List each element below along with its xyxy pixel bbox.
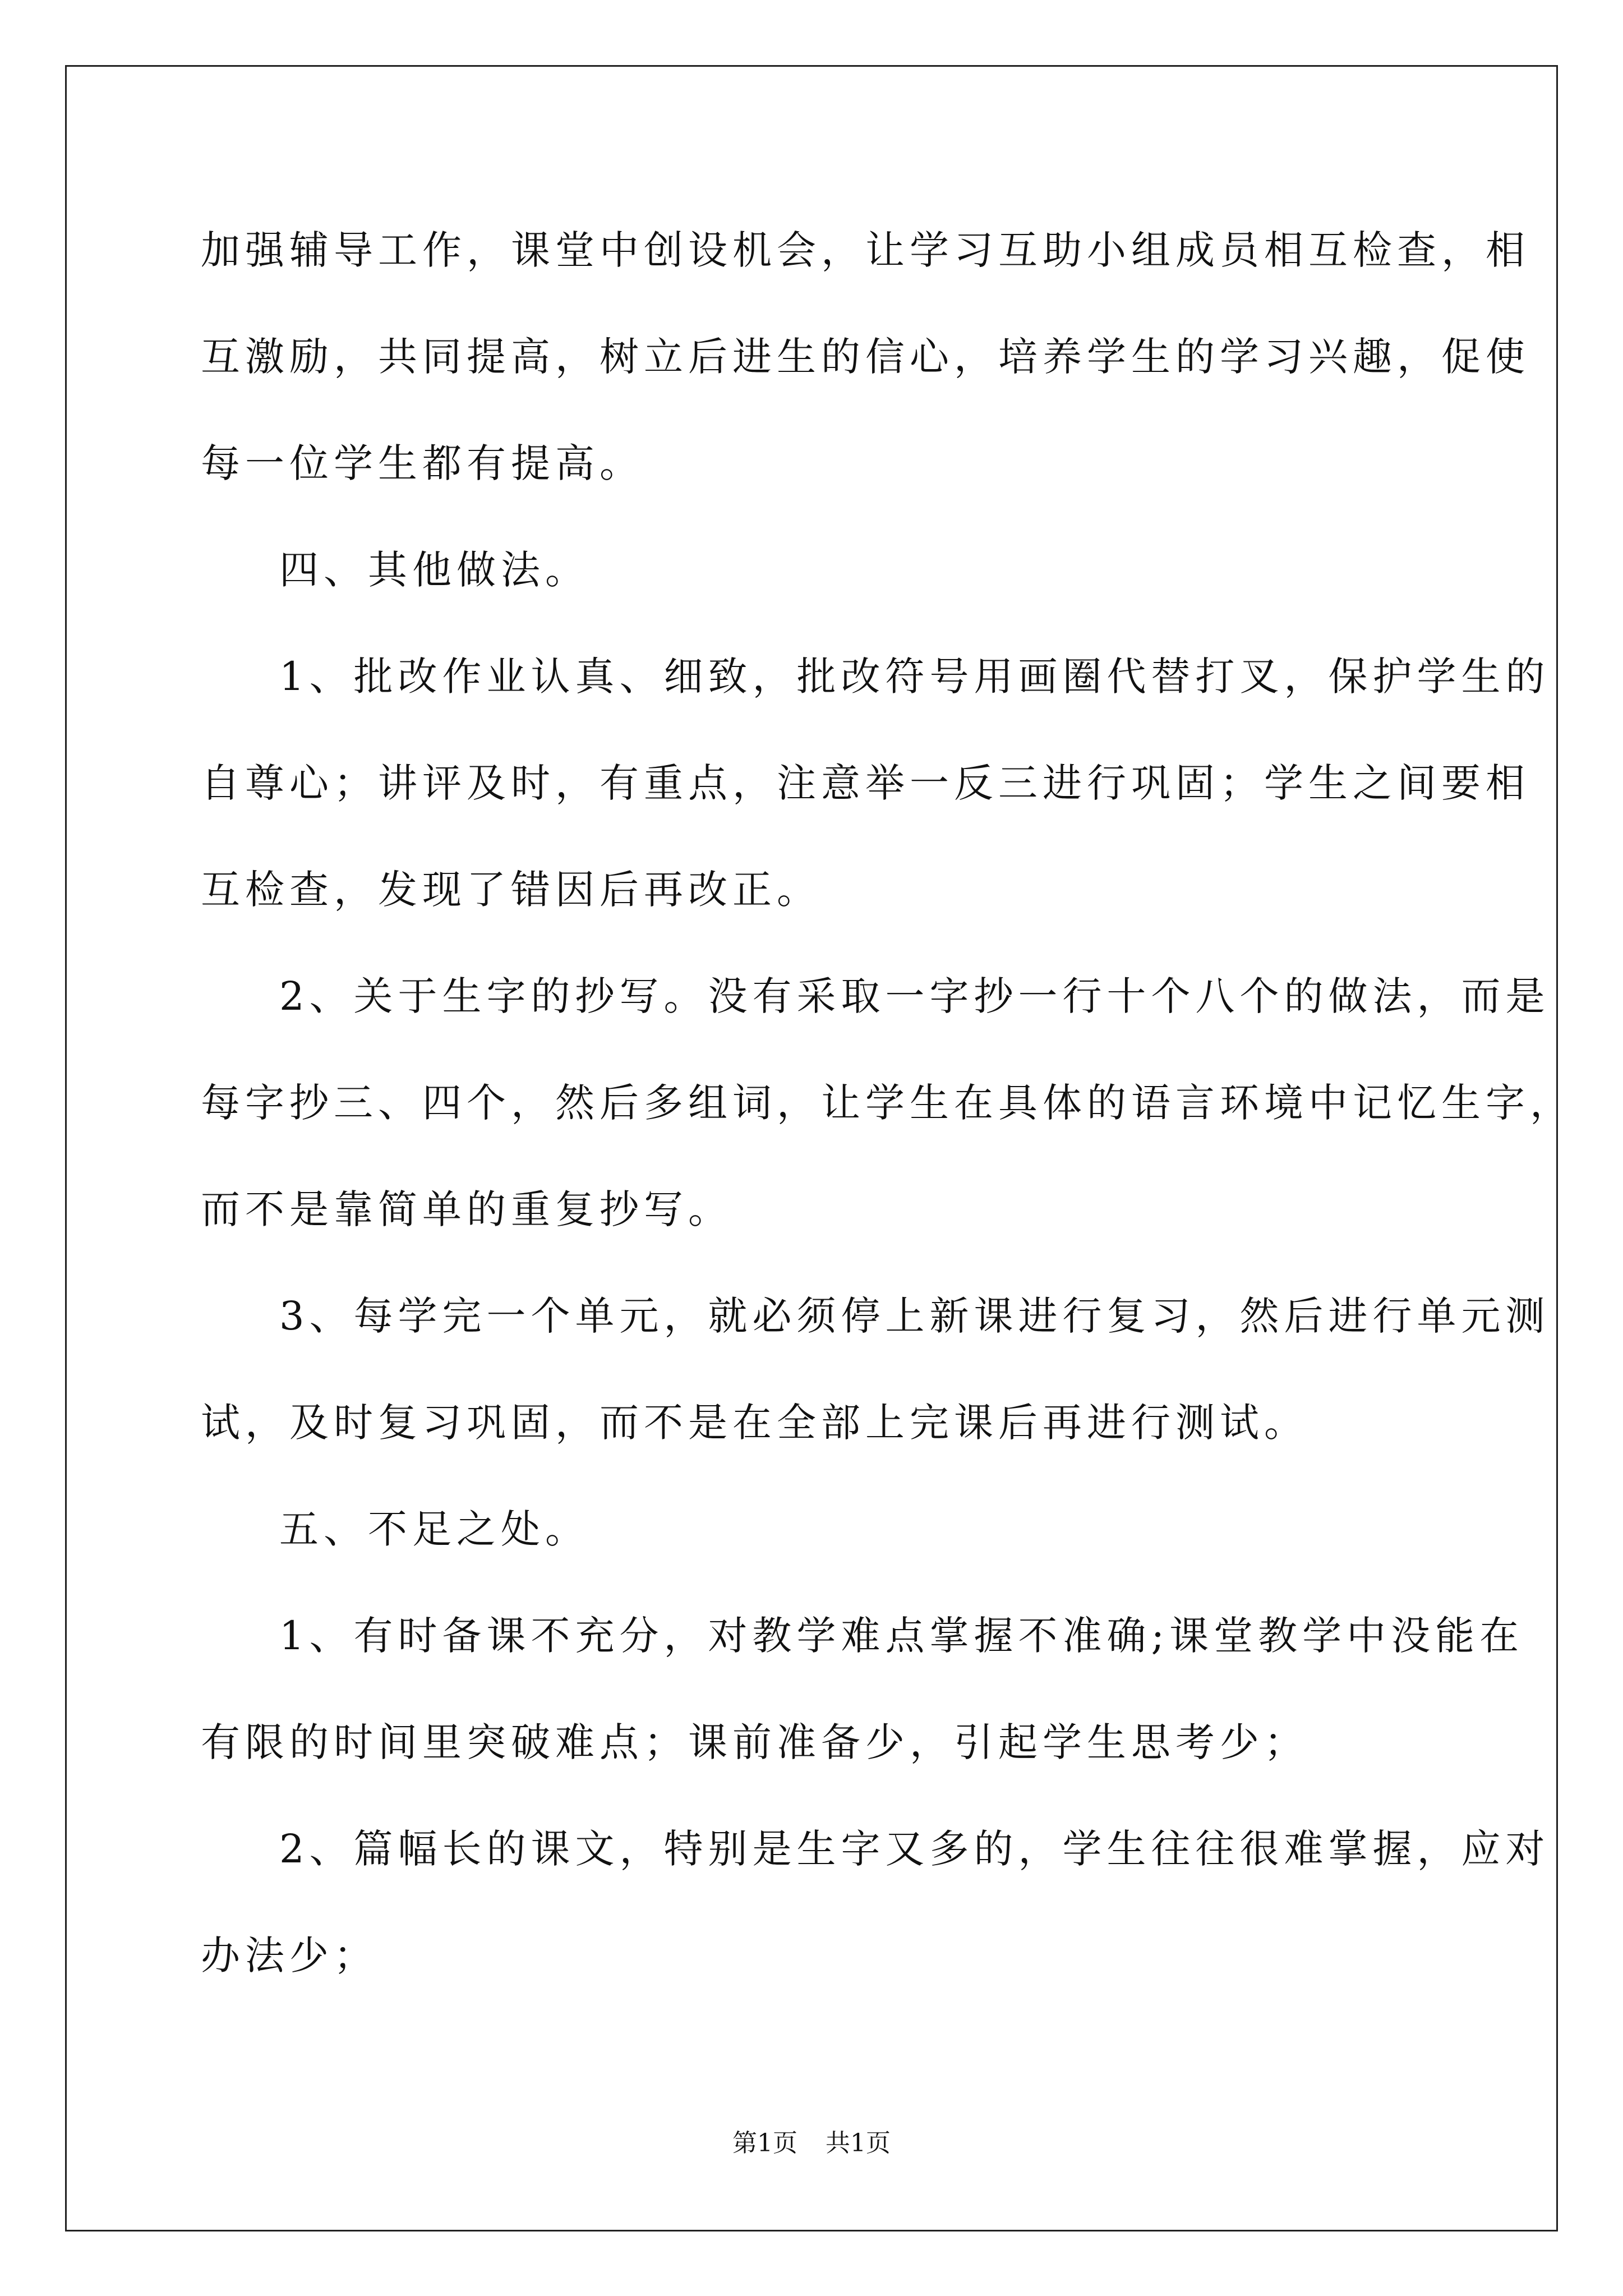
text-line: 互检查，发现了错因后再改正。 [201, 867, 821, 913]
page-number: 第1页 [732, 2129, 797, 2157]
page-total: 共1页 [826, 2129, 891, 2157]
text-line: 办法少； [201, 1932, 378, 1978]
text-line: 2、篇幅长的课文，特别是生字又多的，学生往往很难掌握，应对 [279, 1826, 1550, 1872]
section-heading: 四、其他做法。 [279, 547, 589, 593]
text-line: 加强辅导工作，课堂中创设机会，让学习互助小组成员相互检查，相 [201, 227, 1530, 273]
text-line: 互激励，共同提高，树立后进生的信心，培养学生的学习兴趣，促使 [201, 334, 1530, 380]
text-line: 3、每学完一个单元，就必须停上新课进行复习，然后进行单元测 [279, 1293, 1550, 1339]
text-line: 有限的时间里突破难点；课前准备少，引起学生思考少； [201, 1719, 1308, 1765]
page-border [65, 65, 1558, 2231]
text-line: 1、批改作业认真、细致，批改符号用画圈代替打叉，保护学生的 [279, 654, 1550, 700]
text-line: 2、关于生字的抄写。没有采取一字抄一行十个八个的做法，而是 [279, 973, 1550, 1019]
text-line: 而不是靠简单的重复抄写。 [201, 1186, 732, 1232]
text-line: 每字抄三、四个，然后多组词，让学生在具体的语言环境中记忆生字， [201, 1080, 1574, 1126]
text-line: 每一位学生都有提高。 [201, 440, 644, 486]
section-heading: 五、不足之处。 [279, 1506, 589, 1552]
text-line: 试，及时复习巩固，而不是在全部上完课后再进行测试。 [201, 1400, 1308, 1446]
text-line: 自尊心；讲评及时，有重点，注意举一反三进行巩固；学生之间要相 [201, 760, 1530, 806]
page-footer [0, 2131, 1623, 2156]
text-line: 1、有时备课不充分，对教学难点掌握不准确;课堂教学中没能在 [279, 1613, 1524, 1659]
